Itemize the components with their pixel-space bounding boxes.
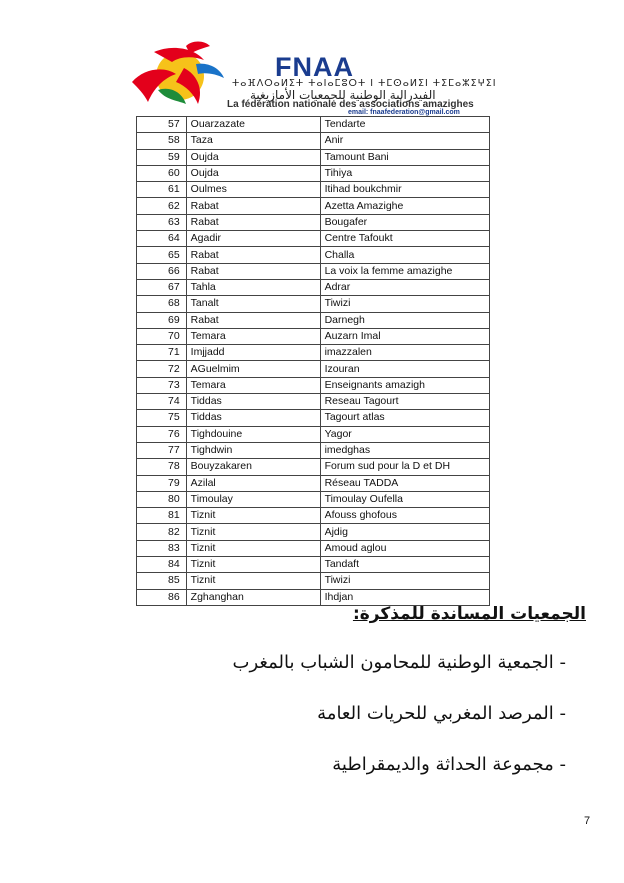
cell-num: 69	[137, 312, 187, 328]
cell-assoc: Reseau Tagourt	[320, 394, 489, 410]
cell-assoc: Adrar	[320, 279, 489, 295]
table-row	[137, 296, 490, 312]
cell-city: Tahla	[186, 279, 320, 295]
cell-num: 73	[137, 377, 187, 393]
table-row	[137, 540, 490, 556]
table-row	[137, 377, 490, 393]
cell-city: Oujda	[186, 165, 320, 181]
table-row	[137, 589, 490, 605]
table-row	[137, 426, 490, 442]
table-row	[137, 394, 490, 410]
table-row	[137, 557, 490, 573]
supporting-item: - الجمعية الوطنية للمحامون الشباب بالمغرب	[232, 652, 566, 673]
cell-num: 83	[137, 540, 187, 556]
cell-city: Tiddas	[186, 410, 320, 426]
cell-city: Tighdouine	[186, 426, 320, 442]
cell-assoc: Tamount Bani	[320, 149, 489, 165]
cell-num: 78	[137, 459, 187, 475]
cell-assoc: Ihdjan	[320, 589, 489, 605]
cell-assoc: Forum sud pour la D et DH	[320, 459, 489, 475]
cell-assoc: Tendarte	[320, 117, 489, 133]
cell-city: Imjjadd	[186, 345, 320, 361]
cell-num: 72	[137, 361, 187, 377]
table-row	[137, 508, 490, 524]
cell-city: Tiznit	[186, 540, 320, 556]
cell-num: 58	[137, 133, 187, 149]
cell-assoc: Tiwizi	[320, 296, 489, 312]
table-row	[137, 491, 490, 507]
cell-assoc: Tagourt atlas	[320, 410, 489, 426]
table-row	[137, 133, 490, 149]
cell-city: Tiznit	[186, 508, 320, 524]
cell-num: 61	[137, 182, 187, 198]
table-row	[137, 247, 490, 263]
cell-city: Timoulay	[186, 491, 320, 507]
cell-num: 80	[137, 491, 187, 507]
table-row	[137, 214, 490, 230]
cell-assoc: Réseau TADDA	[320, 475, 489, 491]
cell-city: Tiznit	[186, 524, 320, 540]
cell-num: 63	[137, 214, 187, 230]
cell-city: Bouyzakaren	[186, 459, 320, 475]
cell-assoc: Amoud aglou	[320, 540, 489, 556]
email-text: email: fnaafederation@gmail.com	[348, 109, 460, 116]
cell-assoc: Timoulay Oufella	[320, 491, 489, 507]
table-row	[137, 149, 490, 165]
cell-assoc: Challa	[320, 247, 489, 263]
cell-city: Agadir	[186, 231, 320, 247]
cell-num: 65	[137, 247, 187, 263]
cell-city: Tiddas	[186, 394, 320, 410]
associations-table	[136, 116, 490, 606]
cell-num: 84	[137, 557, 187, 573]
table-row	[137, 442, 490, 458]
cell-num: 57	[137, 117, 187, 133]
table-row	[137, 345, 490, 361]
cell-assoc: La voix la femme amazighe	[320, 263, 489, 279]
table-row	[137, 231, 490, 247]
cell-num: 85	[137, 573, 187, 589]
cell-assoc: Ajdig	[320, 524, 489, 540]
table-row	[137, 182, 490, 198]
french-title: La fédération nationale des associations amazighes	[227, 99, 474, 110]
cell-city: Temara	[186, 328, 320, 344]
table-row	[137, 475, 490, 491]
table-row	[137, 524, 490, 540]
cell-city: Zghanghan	[186, 589, 320, 605]
cell-city: Rabat	[186, 198, 320, 214]
supporting-item: - المرصد المغربي للحريات العامة	[317, 703, 566, 724]
table-row	[137, 573, 490, 589]
cell-num: 82	[137, 524, 187, 540]
cell-city: Tiznit	[186, 573, 320, 589]
cell-assoc: Tiwizi	[320, 573, 489, 589]
brand-name: FNAA	[275, 52, 354, 82]
cell-city: Temara	[186, 377, 320, 393]
cell-num: 76	[137, 426, 187, 442]
cell-assoc: Izouran	[320, 361, 489, 377]
cell-assoc: Darnegh	[320, 312, 489, 328]
cell-city: Oulmes	[186, 182, 320, 198]
cell-num: 74	[137, 394, 187, 410]
cell-num: 77	[137, 442, 187, 458]
page-number: 7	[584, 815, 591, 827]
cell-num: 86	[137, 589, 187, 605]
cell-city: Ouarzazate	[186, 117, 320, 133]
table-row	[137, 312, 490, 328]
cell-city: Rabat	[186, 214, 320, 230]
supporting-title: الجمعيات المساندة للمذكرة:	[352, 604, 586, 624]
table-row	[137, 165, 490, 181]
table-row	[137, 117, 490, 133]
cell-num: 81	[137, 508, 187, 524]
cell-assoc: Enseignants amazigh	[320, 377, 489, 393]
cell-num: 79	[137, 475, 187, 491]
fnaa-logo-icon	[124, 38, 230, 110]
cell-assoc: Tandaft	[320, 557, 489, 573]
cell-assoc: Azetta Amazighe	[320, 198, 489, 214]
cell-num: 75	[137, 410, 187, 426]
table-row	[137, 459, 490, 475]
cell-assoc: imazzalen	[320, 345, 489, 361]
tifinagh-title: ⵜⴰⴼⴷⵔⴰⵍⵉⵜ ⵜⴰⵏⴰⵎⵓⵔⵜ ⵏ ⵜⵎⵙⴰⵍⵉⵏ ⵜⵉⵎⴰⵣⵉⵖⵉⵏ	[232, 78, 497, 89]
cell-num: 59	[137, 149, 187, 165]
cell-city: Rabat	[186, 263, 320, 279]
letterhead	[120, 34, 510, 114]
cell-num: 70	[137, 328, 187, 344]
table-row	[137, 361, 490, 377]
cell-city: Azilal	[186, 475, 320, 491]
cell-assoc: Itihad boukchmir	[320, 182, 489, 198]
cell-assoc: Bougafer	[320, 214, 489, 230]
cell-assoc: Auzarn Imal	[320, 328, 489, 344]
table-row	[137, 263, 490, 279]
cell-city: Tighdwin	[186, 442, 320, 458]
cell-num: 64	[137, 231, 187, 247]
cell-num: 67	[137, 279, 187, 295]
supporting-item: - مجموعة الحداثة والديمقراطية	[332, 754, 566, 775]
arabic-title: الفيدرالية الوطنية للجمعيات الأمازيغية	[250, 88, 436, 102]
cell-city: AGuelmim	[186, 361, 320, 377]
cell-assoc: Yagor	[320, 426, 489, 442]
cell-city: Rabat	[186, 312, 320, 328]
cell-assoc: Afouss ghofous	[320, 508, 489, 524]
table-row	[137, 198, 490, 214]
cell-city: Oujda	[186, 149, 320, 165]
cell-assoc: imedghas	[320, 442, 489, 458]
associations-table-body	[137, 117, 490, 606]
cell-assoc: Tihiya	[320, 165, 489, 181]
cell-city: Tanalt	[186, 296, 320, 312]
cell-assoc: Centre Tafoukt	[320, 231, 489, 247]
cell-city: Tiznit	[186, 557, 320, 573]
cell-num: 60	[137, 165, 187, 181]
table-row	[137, 328, 490, 344]
cell-num: 71	[137, 345, 187, 361]
cell-assoc: Anir	[320, 133, 489, 149]
cell-num: 68	[137, 296, 187, 312]
table-row	[137, 410, 490, 426]
cell-city: Taza	[186, 133, 320, 149]
cell-num: 66	[137, 263, 187, 279]
cell-num: 62	[137, 198, 187, 214]
table-row	[137, 279, 490, 295]
cell-city: Rabat	[186, 247, 320, 263]
